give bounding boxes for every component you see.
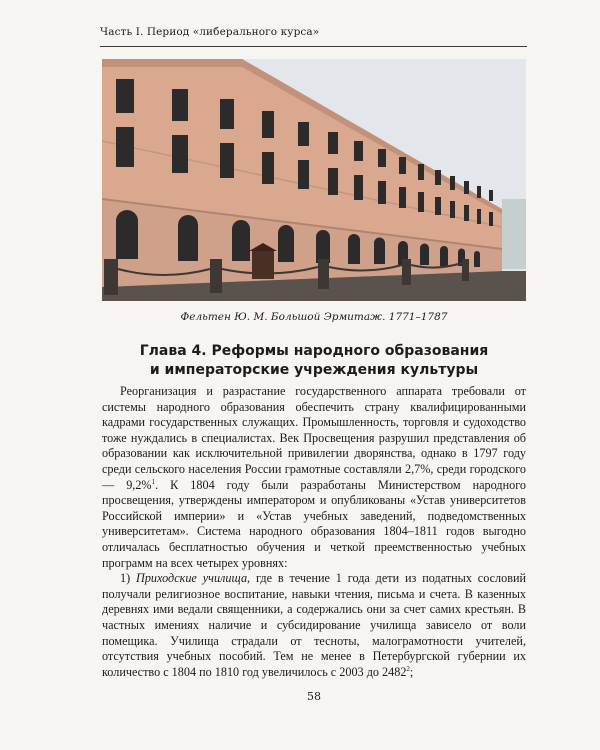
- paragraph-1: Реорганизация и разрастание государственного аппарата требовали от системы народного образования обеспечить страну квалифицированными кадрами государственных служащих. Промышленность, торговля и судоходство тоже нуждались в специалистах. Век Просвещения разрушил представления об образовании как исключительной привилегии дворянства, однако в 1797 году среди сельского населения России грамотные составляли 2,7%, среди городского — 9,2%$^1$. К 1804 году были разработаны Министерством народного просвещения, утверждены императором и опубликованы «Устав университетов Российской империи» и «Устав учебных заведений, подведомственных университетам». Система народного образования 1804–1811 годов выгодно отличалась бесплатностью обучения и четкой преемственностью учебных программ на всех четырех уровнях:: [102, 384, 526, 570]
- paragraph-2: 1) Приходские училища, где в течение 1 года дети из податных сословий получали религиозное воспитание, навыки чтения, письма и счета. В казенных деревнях ими ведали священники, а содержались они за счет самих крестьян. В частных имениях наличие и субсидирование училища зависело от воли помещика. Училища страдали от тесноты, малограмотности учителей, отсутствия учебных пособий. Тем не менее в Петербургской губернии их количество с 1804 по 1810 год увеличилось с 2003 до 2482$^2$;: [102, 571, 526, 679]
- running-head: Часть I. Период «либерального курса»: [100, 26, 320, 38]
- building-illustration: [102, 59, 526, 301]
- footnote-ref-2: 2: [406, 664, 410, 673]
- chapter-title-line-2: и императорские учреждения культуры: [149, 362, 479, 378]
- sentry-booth: [252, 251, 274, 279]
- page-number: 58: [307, 690, 321, 703]
- header-rule: [100, 46, 527, 47]
- distant-building: [502, 199, 526, 269]
- figure-caption: Фельтен Ю. М. Большой Эрмитаж. 1771–1787: [180, 311, 448, 323]
- chapter-title-line-1: Глава 4. Реформы народного образования: [139, 343, 489, 359]
- chapter-title: [102, 342, 526, 380]
- body-text: [102, 384, 526, 680]
- footnote-ref-1: 1: [151, 477, 156, 486]
- hermitage-photo: [102, 59, 526, 301]
- term-parish-schools: Приходские училища: [136, 571, 248, 586]
